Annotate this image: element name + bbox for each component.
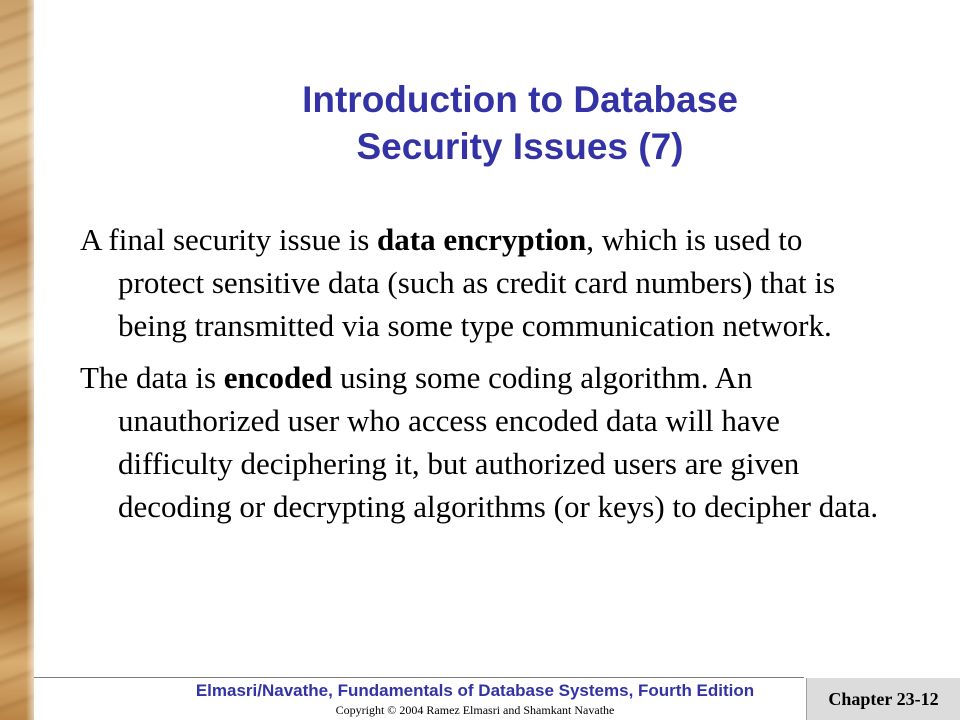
paragraph-text: using some coding algorithm. An unauthorized user who access encoded data will have difficulty deciphering it, but authorized users are given decoding or decrypting algorithms (or keys) to decipher data. bbox=[118, 360, 879, 524]
chapter-badge: Chapter 23-12 bbox=[806, 678, 960, 720]
footer-book-title: Elmasri/Navathe, Fundamentals of Database Systems, Fourth Edition bbox=[195, 681, 755, 700]
footer-copyright: Copyright © 2004 Ramez Elmasri and Shamkant Navathe bbox=[335, 703, 615, 717]
slide-body bbox=[80, 218, 880, 537]
bold-term-data-encryption: data encryption bbox=[377, 222, 587, 257]
slide-title-line-1: Introduction to Database bbox=[302, 79, 738, 120]
background-fade bbox=[26, 0, 40, 720]
footer-divider bbox=[34, 677, 804, 678]
paragraph-encoding bbox=[80, 356, 880, 528]
paragraph-text: , which is used to protect sensitive data (such as credit card numbers) that is being transmitted via some type communication network. bbox=[118, 222, 836, 343]
paragraph-encryption bbox=[80, 218, 880, 347]
paragraph-text: A final security issue is bbox=[80, 222, 378, 257]
paragraph-text: The data is bbox=[80, 360, 224, 395]
bold-term-encoded: encoded bbox=[223, 360, 333, 395]
slide-title-line-2: Security Issues (7) bbox=[356, 126, 684, 167]
slide-title bbox=[150, 76, 890, 170]
